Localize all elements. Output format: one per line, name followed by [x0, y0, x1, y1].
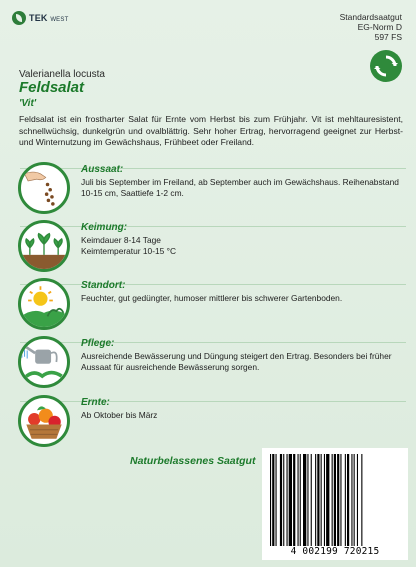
leaf-logo-icon	[12, 11, 26, 25]
slogan: Naturbelassenes Saatgut	[130, 455, 256, 467]
barcode-bars	[268, 454, 402, 546]
standard-line: 597 FS	[374, 32, 402, 42]
section-ernte	[0, 393, 416, 447]
latin-name: Valerianella locusta	[19, 69, 105, 80]
section-text: Ausreichende Bewässerung und Düngung steigert den Ertrag. Besonders bei früher Aussaat für ausreichende Bewässerung sorgen.	[81, 351, 392, 372]
standard-line: EG-Norm D	[357, 22, 402, 32]
sowing-hand-icon	[18, 162, 70, 214]
brand-sub: WEST	[50, 17, 69, 23]
barcode-number: 4 002199 720215	[290, 546, 380, 557]
green-dot-recycling-icon	[370, 50, 402, 82]
section-label: Ernte:	[81, 397, 110, 408]
seedlings-icon	[18, 220, 70, 272]
section-label: Pflege:	[81, 338, 115, 349]
barcode	[262, 448, 408, 560]
section-text: Ab Oktober bis März	[81, 410, 158, 420]
section-standort	[0, 276, 416, 330]
standard-info	[340, 12, 402, 42]
section-aussaat	[0, 160, 416, 214]
watering-can-icon	[18, 336, 70, 388]
product-description: Feldsalat ist ein frostharter Salat für Ernte vom Herbst bis zum Frühjahr. Vit ist mehltauresistent, schnellwüchsig, dunkelgrün und ovalblättrig. Sehr hoher Ertrag, hervorragend geeignet zur Herbst- und Winternutzung im Gewächshaus, Frühbeet oder Freiland.	[19, 114, 403, 148]
section-keimung	[0, 218, 416, 272]
sun-location-icon	[18, 278, 70, 330]
brand-name: TEK	[29, 13, 48, 23]
variety-name: 'Vit'	[19, 98, 37, 109]
section-text: Keimdauer 8-14 Tage Keimtemperatur 10-15 °C	[81, 235, 177, 256]
section-label: Aussaat:	[81, 164, 124, 175]
product-title: Feldsalat	[19, 79, 85, 96]
section-text: Juli bis September im Freiland, ab September auch im Gewächshaus. Reihenabstand 10-15 cm, Saattiefe 1-2 cm.	[81, 177, 399, 198]
brand-logo	[12, 10, 68, 26]
harvest-basket-icon	[18, 395, 70, 447]
section-pflege	[0, 334, 416, 388]
section-text: Feuchter, gut gedüngter, humoser mittlerer bis schwerer Gartenboden.	[81, 293, 343, 303]
section-label: Standort:	[81, 280, 126, 291]
standard-line: Standardsaatgut	[339, 12, 402, 22]
section-label: Keimung:	[81, 222, 128, 233]
